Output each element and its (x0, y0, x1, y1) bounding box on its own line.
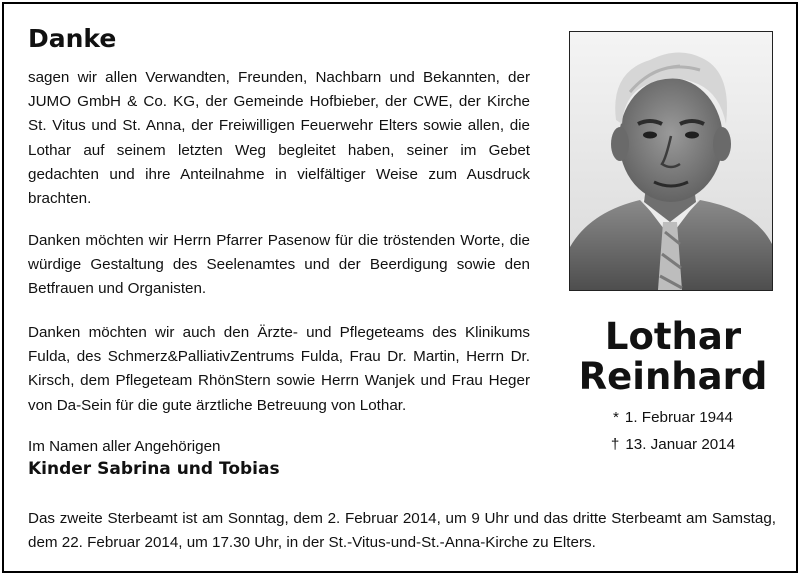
deceased-last-name: Reinhard (578, 355, 768, 398)
death-date-line (560, 436, 786, 453)
signature-intro: Im Namen aller Angehörigen (28, 438, 221, 455)
thanks-paragraph-3: Danken möchten wir auch den Ärzte- und Pflegeteams des Klinikums Fulda, des Schmerz&PalliativZentrums Fulda, Frau Dr. Martin, Herrn Dr. Kirsch, dem Pflegeteam RhönStern sowie Herrn Wanjek und Frau Heger von Da-Sein für die gute ärztliche Betreuung von Lothar. (28, 324, 530, 414)
birth-date: 1. Februar 1944 (624, 409, 733, 426)
notice-title: Danke (28, 24, 117, 53)
signature-names: Kinder Sabrina und Tobias (28, 459, 280, 479)
death-date: 13. Januar 2014 (625, 436, 736, 453)
deceased-first-name: Lothar (604, 315, 742, 358)
birth-date-line (560, 409, 786, 426)
thanks-paragraph-2: Danken möchten wir Herrn Pfarrer Pasenow für die tröstenden Worte, die würdige Gestaltung des Seelenamtes und der Beerdigung sowie den Betfrauen und Organisten. (28, 232, 530, 298)
birth-star-icon: * (613, 409, 619, 426)
portrait-icon (570, 32, 772, 290)
death-cross-icon: † (610, 436, 620, 453)
memorial-mass-info: Das zweite Sterbeamt ist am Sonntag, dem 2. Februar 2014, um 9 Uhr und das dritte Sterbeamt am Samstag, dem 22. Februar 2014, um 17.30 Uhr, in der St.-Vitus-und-St.-Anna-Kirche zu Elters. (28, 510, 776, 552)
portrait-photo (569, 31, 773, 291)
thanks-paragraph-1: sagen wir allen Verwandten, Freunden, Nachbarn und Bekannten, der JUMO GmbH & Co. KG, der Gemeinde Hofbieber, der CWE, der Kirche St. Vitus und St. Anna, der Freiwilligen Feuerwehr Elters sowie allen, die Lothar auf seinem letzten Weg begleitet haben, seiner im Gebet gedachten und ihre Anteilnahme in vielfältiger Weise zum Ausdruck brachten. (28, 69, 530, 208)
